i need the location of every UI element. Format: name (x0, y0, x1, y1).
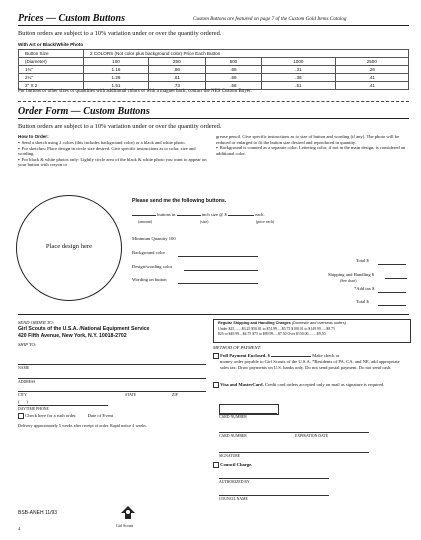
delivery-note: Delivery approximately 5 weeks after receipt of order. Rapid notice 4 weeks. (18, 423, 147, 428)
how-to-order-left (18, 140, 208, 168)
table-row (19, 74, 409, 82)
shipping-chart-row: Under $25........$3.25 $50.01 to $74.99.....$5.75 $100.01 to $149.99......$8.75 (218, 327, 335, 331)
catalog-note: Custom Buttons are featured on page 7 of the Custom Gold Items Catalog (193, 16, 347, 22)
header-cell: 1000 (262, 58, 335, 66)
phone-line (18, 405, 108, 406)
instruction-bullet: ▪ For black & white photos only: Lightly circle area of the black & white photo you want to appear on your button with crayon or (18, 157, 208, 168)
payment-heading: METHOD OF PAYMENT: (213, 345, 262, 350)
header-cell: (Diameter) (19, 58, 84, 66)
header-cell: 2 COLORS (Not color plus background color) Price Each Button (84, 50, 409, 58)
design-color-label: Design/wording color (132, 264, 173, 269)
table-cell: .51 (262, 82, 335, 90)
rush-checkbox[interactable] (18, 413, 24, 419)
background-color-field[interactable] (178, 256, 258, 257)
table-cell: .73 (148, 82, 205, 90)
council-auth-field[interactable] (219, 478, 329, 479)
table-cell: 2" X 2 (19, 82, 84, 90)
header-cell: 100 (84, 58, 149, 66)
buttons-in-label: buttons in (157, 212, 176, 217)
shipping-field[interactable] (385, 278, 407, 279)
name-label: NAME (18, 366, 30, 370)
wording-field[interactable] (178, 283, 258, 284)
table-cell: 1¾" (19, 66, 84, 74)
org-street: 420 Fifth Avenue, New York, N.Y. 10018-2702 (18, 333, 127, 339)
title-rule (18, 25, 409, 26)
table-cell: .59 (205, 74, 262, 82)
tax-label: *Add tax $ (354, 286, 375, 291)
council-name-label: COUNCIL NAME (219, 497, 248, 501)
girl-scouts-logo-icon (118, 505, 138, 523)
table-cell: .41 (335, 82, 408, 90)
cut-line (18, 101, 409, 102)
how-to-order-heading: How to Order: (18, 134, 49, 139)
card-row (213, 382, 409, 388)
header-cell: 500 (205, 58, 262, 66)
org-name: Girl Scouts of the U.S.A. /National Equipment Service (18, 326, 150, 332)
event-date-label: Date of Event (87, 413, 114, 419)
size-field[interactable] (177, 215, 201, 216)
table-cell: .36 (262, 74, 335, 82)
address-label: ADDRESS (18, 380, 36, 384)
table-cell: 2¼" (19, 74, 84, 82)
prices-variation-note: Button orders are subject to a 10% variation under or over the quantity ordered. (18, 30, 222, 37)
instruction-text: grease pencil. Give specific instructions as to size of button and wording (if any). The photo will be reduced or enlarged to fit the button size desired and reproduced in quantity. (216, 134, 399, 145)
table-cell: .61 (148, 74, 205, 82)
council-row (213, 462, 252, 468)
amount-sub: (amount) (138, 220, 152, 224)
instruction-bullet: ▪ For sketches: Place design in circle size desired. Give specific instructions as to color, size and wording. (18, 146, 208, 157)
final-total-field[interactable] (378, 305, 406, 306)
council-name-field[interactable] (219, 495, 329, 496)
table-cell: .41 (335, 74, 408, 82)
header-cell: 2500 (335, 58, 408, 66)
card-number-line (219, 413, 277, 414)
size-sub: (size) (200, 220, 209, 224)
check-instructions: money order payable to Girl Scouts of the U.S.A. *Residents of PA, CA, and NE, add appropriate sales tax. Draw payments on U.S. banks only. Do not send postal payment. Do not send cash. (220, 359, 400, 370)
card-number-sub: CARD NUMBER (219, 434, 247, 438)
council-auth-label: AUTHORIZED BY (219, 480, 250, 484)
shipping-sub: (See chart) (340, 279, 357, 283)
price-table (18, 49, 409, 90)
zip-label: ZIP (172, 393, 178, 397)
city-label: CITY (18, 393, 27, 397)
tax-field[interactable] (378, 292, 406, 293)
minimum-quantity: Minimum Quantity 100 (132, 236, 176, 241)
council-label: Council Charge. (220, 462, 253, 468)
card-label: Visa and MasterCard. (220, 382, 264, 388)
signature-field[interactable] (219, 452, 369, 453)
table-header-row (19, 50, 409, 58)
shipping-label: Shipping and Handling $ (328, 272, 375, 277)
address-field[interactable] (18, 378, 206, 379)
shipping-chart-subtitle: (Domestic and overseas orders) (291, 321, 346, 325)
inch-size-label: inch size @ $ (201, 212, 227, 217)
shipping-chart (213, 319, 411, 343)
council-checkbox[interactable] (213, 462, 219, 468)
signature-label: SIGNATURE (219, 454, 241, 458)
header-cell: 250 (148, 58, 205, 66)
table-cell: .56 (205, 82, 262, 90)
order-form-title: Order Form — Custom Buttons (18, 106, 150, 117)
buttons-order-line (132, 212, 265, 218)
wording-label: Wording on button (132, 277, 167, 282)
page-number: 4 (18, 526, 21, 531)
table-cell: .86 (148, 66, 205, 74)
form-code: BSB-ANEH 11/93 (18, 510, 58, 516)
logo-text: Girl Scouts (116, 524, 134, 528)
total-label: Total $ (356, 258, 369, 263)
how-to-order-right (216, 134, 408, 156)
table-cell: .31 (262, 66, 335, 74)
table-cell: 1.51 (84, 82, 149, 90)
city-field[interactable] (18, 391, 206, 392)
table-header-row (19, 58, 409, 66)
table-cell: 1.26 (84, 74, 149, 82)
table-row (19, 66, 409, 74)
table-caption: With Art or Black/White Photo (18, 42, 84, 47)
phone-label: DAYTIME PHONE (18, 407, 49, 411)
payment-amount-field[interactable] (271, 356, 311, 357)
circle-label: Place design here (45, 243, 93, 250)
price-each-field[interactable] (228, 215, 254, 216)
card-checkbox[interactable] (213, 382, 219, 388)
phone-field[interactable]: ( ) (18, 399, 28, 404)
card-number-field[interactable] (219, 432, 369, 433)
exp-date-label: EXPIRATION DATE (295, 434, 329, 438)
instruction-bullet: ▪ Background is counted as a separate color. Lettering color, if not in the main design, is considered an additional color. (216, 145, 408, 156)
final-total-label: Total $ (356, 299, 369, 304)
shipping-chart-title-text: Regular Shipping and Handling Charges (218, 321, 291, 325)
order-title-rule (18, 118, 409, 119)
send-order-heading: SEND ORDER TO: (18, 320, 55, 325)
each-label: each. (255, 212, 265, 217)
price-sub: (price each) (256, 220, 275, 224)
amount-field[interactable] (132, 215, 156, 216)
table-cell: .26 (335, 66, 408, 74)
card-instructions: Credit card orders accepted only on mail as signature is required. (264, 382, 385, 388)
send-buttons-heading: Please send me the following buttons. (132, 198, 227, 204)
prices-footer: For buttons or other sizes or quantities with additional colors or with a magnet back, contact the NES Custom Buyer. (18, 89, 252, 94)
mid-rule (18, 314, 409, 315)
name-field[interactable] (18, 364, 206, 365)
rush-order-row (18, 413, 113, 419)
prices-title: Prices — Custom Buttons (18, 13, 125, 24)
shipping-chart-row: $25 to $49.99....$4.75 $75 to $99.99.....$7.50 Over $150.00.........$9.50 (218, 332, 326, 336)
design-color-field[interactable] (184, 270, 258, 271)
order-variation-note: Button orders are subject to a 10% variation under or over the quantity ordered. (18, 123, 222, 130)
state-label: STATE (125, 393, 137, 397)
total-field[interactable] (378, 264, 406, 265)
full-payment-checkbox[interactable] (213, 353, 219, 359)
make-check-label: Make check or (312, 353, 340, 359)
rush-label: Check here for a rush order. (25, 413, 77, 419)
header-cell: Button Size (19, 50, 84, 58)
table-cell: 1.16 (84, 66, 149, 74)
ship-to-heading: SHIP TO: (18, 342, 37, 347)
table-cell: .65 (205, 66, 262, 74)
instruction-bullet: ▪ Send a sketch using 2 colors (this includes background color) or a black and white photo. (18, 140, 208, 146)
card-number-label: CARD NUMBER (219, 415, 247, 419)
full-payment-label: Full Payment Enclosed. $ (220, 353, 270, 359)
background-color-label: Background color (132, 250, 166, 255)
